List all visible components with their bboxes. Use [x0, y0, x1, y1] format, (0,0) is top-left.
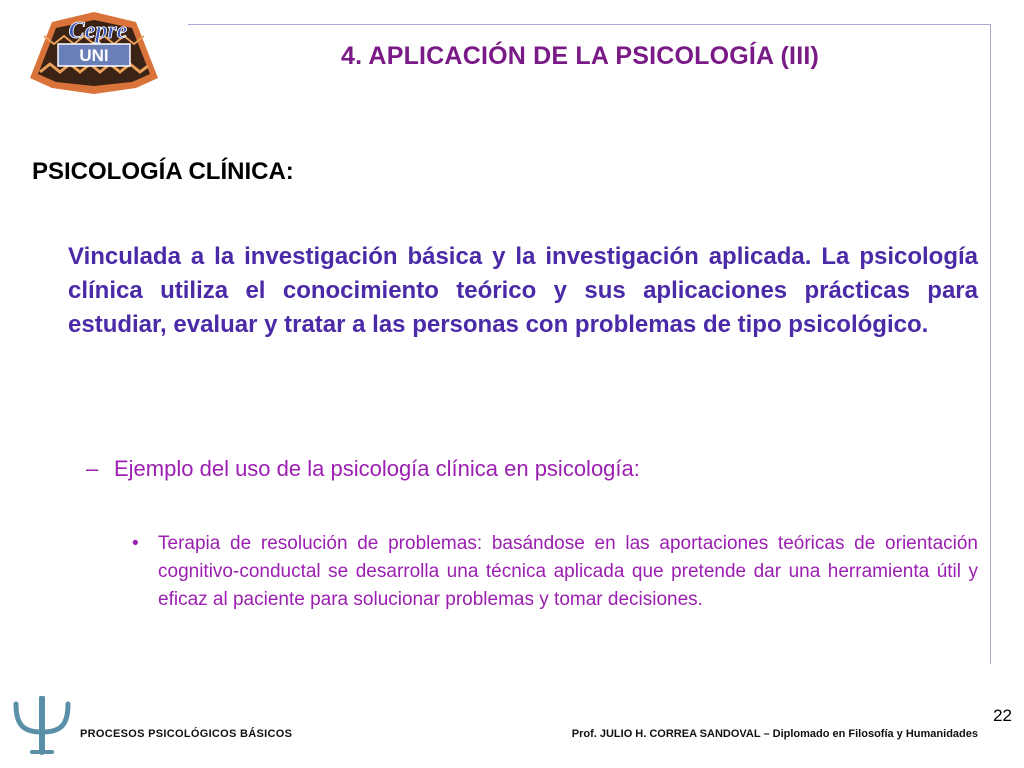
psi-icon [10, 696, 74, 756]
footer-author: Prof. JULIO H. CORREA SANDOVAL – Diplomado en Filosofía y Humanidades [571, 728, 978, 740]
lead-paragraph: Vinculada a la investigación básica y la investigación aplicada. La psicología clínica utiliza el conocimiento teórico y sus aplicaciones prácticas para estudiar, evaluar y tratar a las personas con problemas de tipo psicológico. [68, 243, 978, 338]
logo-text: Cepre [68, 18, 128, 44]
cepre-uni-logo [28, 8, 160, 94]
subitem-example [86, 456, 966, 482]
footer-course-title: PROCESOS PSICOLÓGICOS BÁSICOS [80, 728, 293, 740]
right-divider [990, 24, 991, 664]
bullet-marker: • [132, 533, 139, 554]
dash-marker: – [86, 456, 99, 481]
bullet-text: Terapia de resolución de problemas: basándose en las aportaciones teóricas de orientación cognitivo-conductal se desarrolla una técnica aplicada que pretende dar una herramienta útil y eficaz al paciente para solucionar problemas y tomar decisiones. [158, 533, 978, 610]
top-divider [188, 24, 991, 25]
bullet-item [132, 530, 978, 614]
page-number: 22 [993, 706, 1012, 725]
section-heading: PSICOLOGÍA CLÍNICA: [32, 158, 294, 185]
subitem-text: Ejemplo del uso de la psicología clínica en psicología: [114, 456, 640, 481]
slide-title: 4. APLICACIÓN DE LA PSICOLOGÍA (III) [340, 42, 820, 70]
logo-subtext: UNI [79, 46, 109, 65]
